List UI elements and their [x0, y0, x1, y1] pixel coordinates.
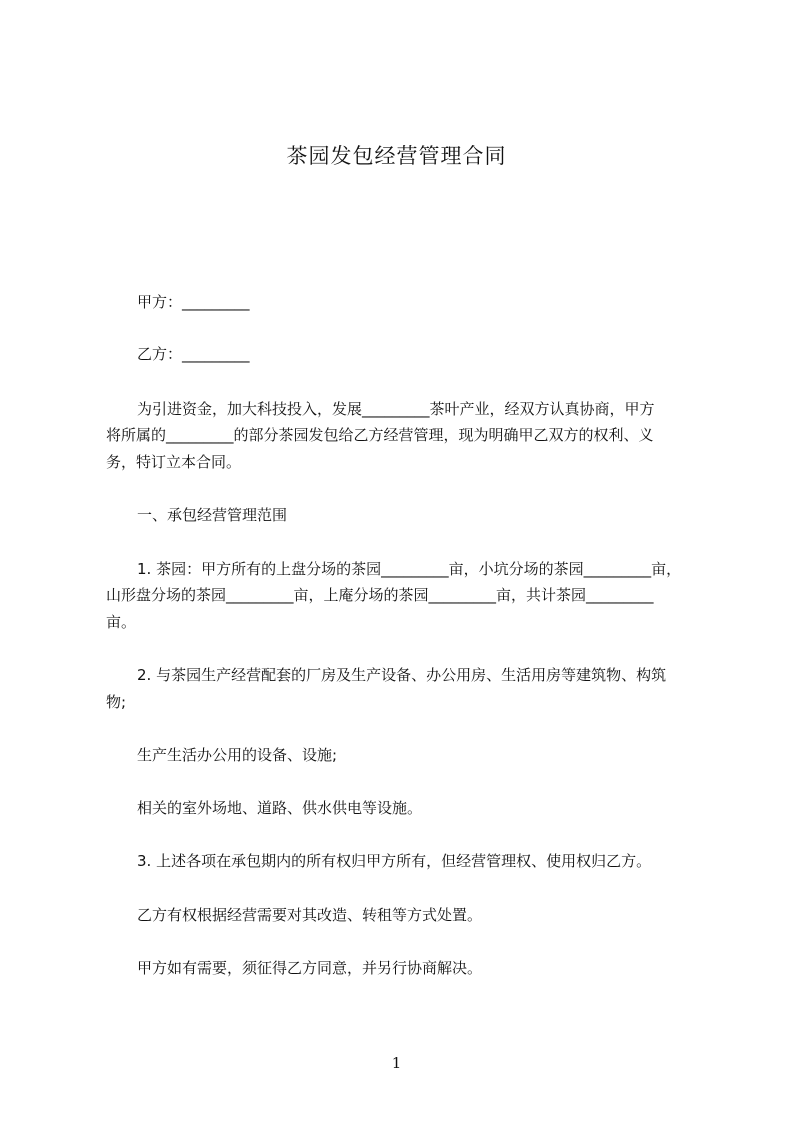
- preamble-line-1: 为引进资金，加大科技投入，发展_________茶叶产业，经双方认真协商，甲方: [137, 400, 655, 418]
- clause-2-item-facilities: 生产生活办公用的设备、设施;: [137, 746, 338, 764]
- section-heading-1: 一、承包经营管理范围: [137, 506, 288, 524]
- clause-1-line-3: 亩。: [106, 613, 137, 631]
- preamble-line-3: 务，特订立本合同。: [106, 453, 242, 471]
- party-a-line: 甲方：_________: [137, 293, 250, 311]
- clause-3-line-1: 3. 上述各项在承包期内的所有权归甲方所有，但经营管理权、使用权归乙方。: [137, 852, 652, 870]
- clause-2-line-2: 物;: [106, 693, 127, 711]
- page-number: 1: [391, 1054, 402, 1072]
- clause-2-line-1: 2. 与茶园生产经营配套的厂房及生产设备、办公用房、生活用房等建筑物、构筑: [137, 666, 667, 684]
- party-b-line: 乙方：_________: [137, 345, 250, 363]
- clause-2-item-outdoor: 相关的室外场地、道路、供水供电等设施。: [137, 799, 423, 817]
- clause-3-line-2: 乙方有权根据经营需要对其改造、转租等方式处置。: [137, 906, 483, 924]
- clause-3-line-3: 甲方如有需要，须征得乙方同意，并另行协商解决。: [137, 959, 483, 977]
- document-title: 茶园发包经营管理合同: [286, 144, 507, 168]
- preamble-line-2: 将所属的_________的部分茶园发包给乙方经营管理，现为明确甲乙双方的权利、义: [106, 426, 654, 444]
- clause-1-line-1: 1. 茶园：甲方所有的上盘分场的茶园_________亩，小坑分场的茶园_________亩，: [137, 560, 682, 578]
- clause-1-line-2: 山形盘分场的茶园_________亩，上庵分场的茶园_________亩，共计茶园_________: [106, 586, 654, 604]
